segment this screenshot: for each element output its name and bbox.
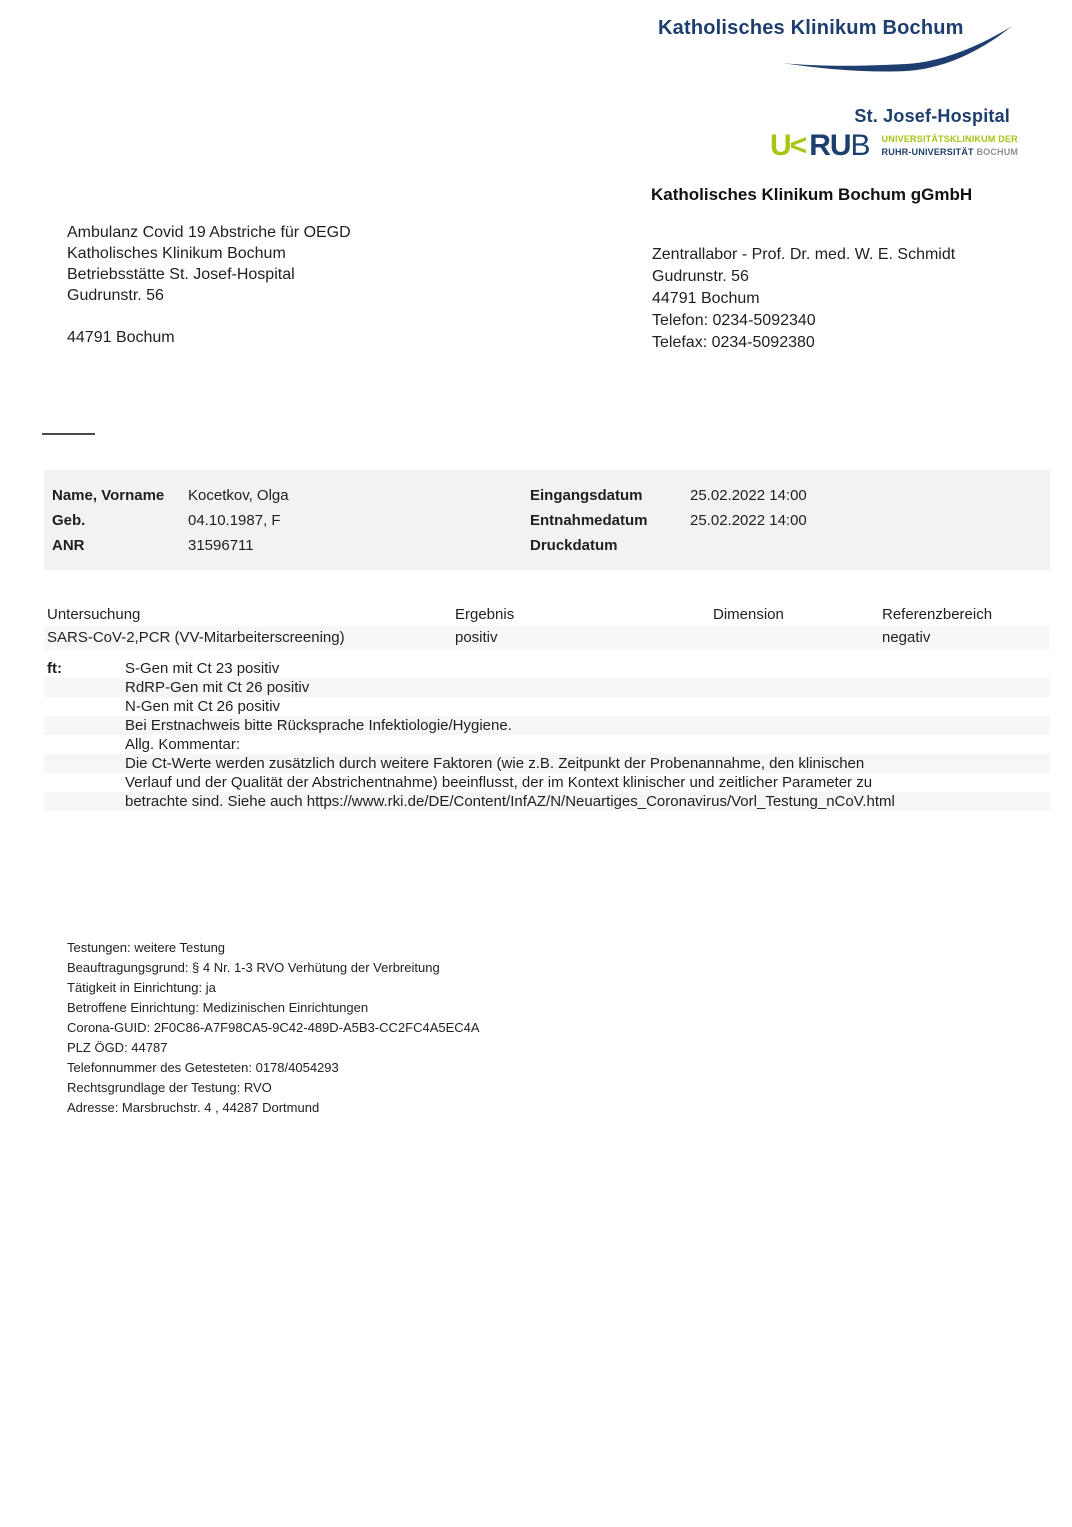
result-reference-range: negativ — [882, 629, 931, 646]
ukrub-subline-2 — [882, 145, 1019, 158]
collection-date-value: 25.02.2022 14:00 — [690, 512, 807, 529]
print-date-label: Druckdatum — [530, 537, 618, 554]
swoosh-icon — [782, 26, 1012, 78]
footnote-block — [44, 659, 1050, 811]
col-header-dimension: Dimension — [713, 606, 784, 623]
print-date-value — [690, 533, 1050, 558]
recipient-line: Betriebsstätte St. Josef-Hospital — [67, 266, 295, 283]
patient-name-value: Kocetkov, Olga — [188, 487, 289, 504]
receipt-date-label: Eingangsdatum — [530, 487, 643, 504]
footnote-line: Bei Erstnachweis bitte Rücksprache Infektiologie/Hygiene. — [44, 716, 1050, 735]
order-detail-line: Tätigkeit in Einrichtung: ja — [67, 980, 216, 995]
patient-row — [44, 533, 1050, 558]
fold-mark — [42, 433, 95, 435]
ukrub-subline-2-navy: RUHR-UNIVERSITÄT — [881, 147, 974, 157]
footnote-line: Verlauf und der Qualität der Abstrichentnahme) beeinflusst, der im Kontext klinischer und zeitlicher Parameter zu — [125, 774, 873, 791]
patient-info-box — [44, 470, 1050, 570]
sender-line: Gudrunstr. 56 — [652, 268, 749, 285]
sender-fax: Telefax: 0234-5092380 — [652, 334, 815, 351]
sender-heading: Katholisches Klinikum Bochum gGmbH — [651, 185, 973, 204]
ukrub-subline-2-city: BOCHUM — [976, 147, 1019, 157]
rub-letter-b: B — [850, 129, 870, 162]
anr-label: ANR — [52, 537, 85, 554]
footnote-line: RdRP-Gen mit Ct 26 positiv — [44, 678, 1050, 697]
uk-logo-mark: U< — [770, 129, 806, 162]
recipient-line: Gudrunstr. 56 — [67, 287, 164, 304]
recipient-city: 44791 Bochum — [67, 329, 175, 346]
footnote-line: Die Ct-Werte werden zusätzlich durch weitere Faktoren (wie z.B. Zeitpunkt der Probenannahme, den klinischen — [44, 754, 1050, 773]
results-header-row — [44, 603, 1050, 626]
footnote-label: ft: — [47, 660, 62, 677]
order-detail-line: Beauftragungsgrund: § 4 Nr. 1-3 RVO Verhütung der Verbreitung — [67, 960, 440, 975]
order-detail-line: Testungen: weitere Testung — [67, 940, 226, 955]
patient-row — [44, 483, 1050, 508]
footnote-line: S-Gen mit Ct 23 positiv — [125, 660, 280, 677]
collection-date-label: Entnahmedatum — [530, 512, 648, 529]
rub-letters-ru: RU — [809, 129, 851, 162]
recipient-line: Ambulanz Covid 19 Abstriche für OEGD — [67, 224, 351, 241]
sender-phone: Telefon: 0234-5092340 — [652, 312, 816, 329]
order-detail-corona-guid: Corona-GUID: 2F0C86-A7F98CA5-9C42-489D-A5B3-CC2FC4A5EC4A — [67, 1020, 480, 1035]
recipient-line: Katholisches Klinikum Bochum — [67, 245, 286, 262]
ukrub-subline-1: UNIVERSITÄTSKLINIKUM DER — [881, 134, 1018, 144]
result-row — [44, 626, 1050, 650]
clinic-logo-title: Katholisches Klinikum Bochum — [658, 17, 964, 39]
order-detail-line: Betroffene Einrichtung: Medizinischen Einrichtungen — [67, 1000, 369, 1015]
footnote-line: N-Gen mit Ct 26 positiv — [125, 698, 281, 715]
ukrub-logo — [770, 130, 1018, 162]
sender-line: Zentrallabor - Prof. Dr. med. W. E. Schmidt — [652, 246, 956, 263]
rub-logo-mark — [809, 130, 869, 162]
patient-row — [44, 508, 1050, 533]
result-value: positiv — [455, 629, 498, 646]
birthdate-value: 04.10.1987, F — [188, 512, 281, 529]
recipient-address — [67, 222, 351, 348]
order-details-block — [67, 938, 480, 1118]
col-header-referenzbereich: Referenzbereich — [882, 606, 993, 623]
order-detail-phone: Telefonnummer des Getesteten: 0178/4054293 — [67, 1060, 339, 1075]
receipt-date-value: 25.02.2022 14:00 — [690, 487, 807, 504]
footnote-line: Allg. Kommentar: — [125, 736, 241, 753]
sender-line: 44791 Bochum — [652, 290, 760, 307]
anr-value: 31596711 — [188, 537, 254, 554]
birthdate-label: Geb. — [52, 512, 86, 529]
order-detail-line: Rechtsgrundlage der Testung: RVO — [67, 1080, 272, 1095]
col-header-ergebnis: Ergebnis — [455, 606, 515, 623]
footnote-line-with-url: betrachte sind. Siehe auch https://www.rki.de/DE/Content/InfAZ/N/Neuartiges_Coronavirus/Vorl_Testung_nCoV.html — [44, 792, 1050, 811]
ukrub-subtext — [882, 134, 1019, 158]
hospital-name: St. Josef-Hospital — [854, 106, 1010, 126]
patient-name-label: Name, Vorname — [52, 487, 165, 504]
sender-address — [652, 244, 955, 354]
order-detail-address: Adresse: Marsbruchstr. 4 , 44287 Dortmund — [67, 1100, 320, 1115]
order-detail-line: PLZ ÖGD: 44787 — [67, 1040, 168, 1055]
result-test-name: SARS-CoV-2,PCR (VV-Mitarbeiterscreening) — [47, 629, 345, 646]
col-header-untersuchung: Untersuchung — [47, 606, 141, 623]
